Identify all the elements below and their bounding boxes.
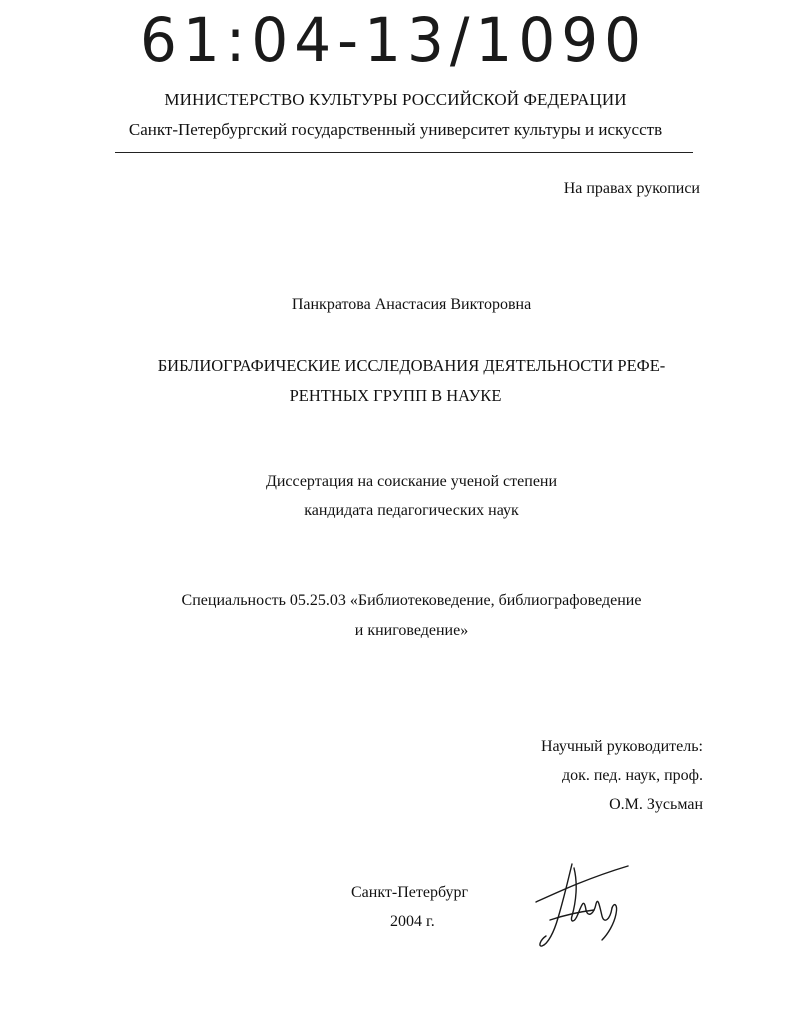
footer-year: 2004 г. (390, 913, 435, 930)
specialty-line2: и книговедение» (354, 622, 469, 639)
manuscript-note: На правах рукописи (563, 180, 700, 197)
supervisor-name: О.М. Зусьман (609, 796, 703, 813)
dissertation-title-line1: БИБЛИОГРАФИЧЕСКИЕ ИССЛЕДОВАНИЯ ДЕЯТЕЛЬНОСТИ РЕФЕ- (157, 356, 666, 375)
degree-line1: Диссертация на соискание ученой степени (265, 473, 558, 490)
supervisor-degree: док. пед. наук, проф. (561, 767, 703, 784)
signature-image (528, 858, 638, 950)
dissertation-title-line2: РЕНТНЫХ ГРУПП В НАУКЕ (289, 386, 502, 405)
ministry-heading: МИНИСТЕРСТВО КУЛЬТУРЫ РОССИЙСКОЙ ФЕДЕРАЦИИ (164, 90, 627, 109)
degree-line2: кандидата педагогических наук (304, 502, 519, 519)
footer-city: Санкт-Петербург (351, 884, 469, 901)
author-name: Панкратова Анастасия Викторовна (291, 296, 532, 313)
archive-number-handwritten: 61:04-13/1090 (140, 4, 648, 76)
supervisor-label: Научный руководитель: (540, 738, 703, 755)
specialty-line1: Специальность 05.25.03 «Библиотековедение, библиографоведение (181, 592, 642, 609)
header-divider (115, 152, 693, 153)
university-name: Санкт-Петербургский государственный университет культуры и искусств (128, 120, 663, 139)
